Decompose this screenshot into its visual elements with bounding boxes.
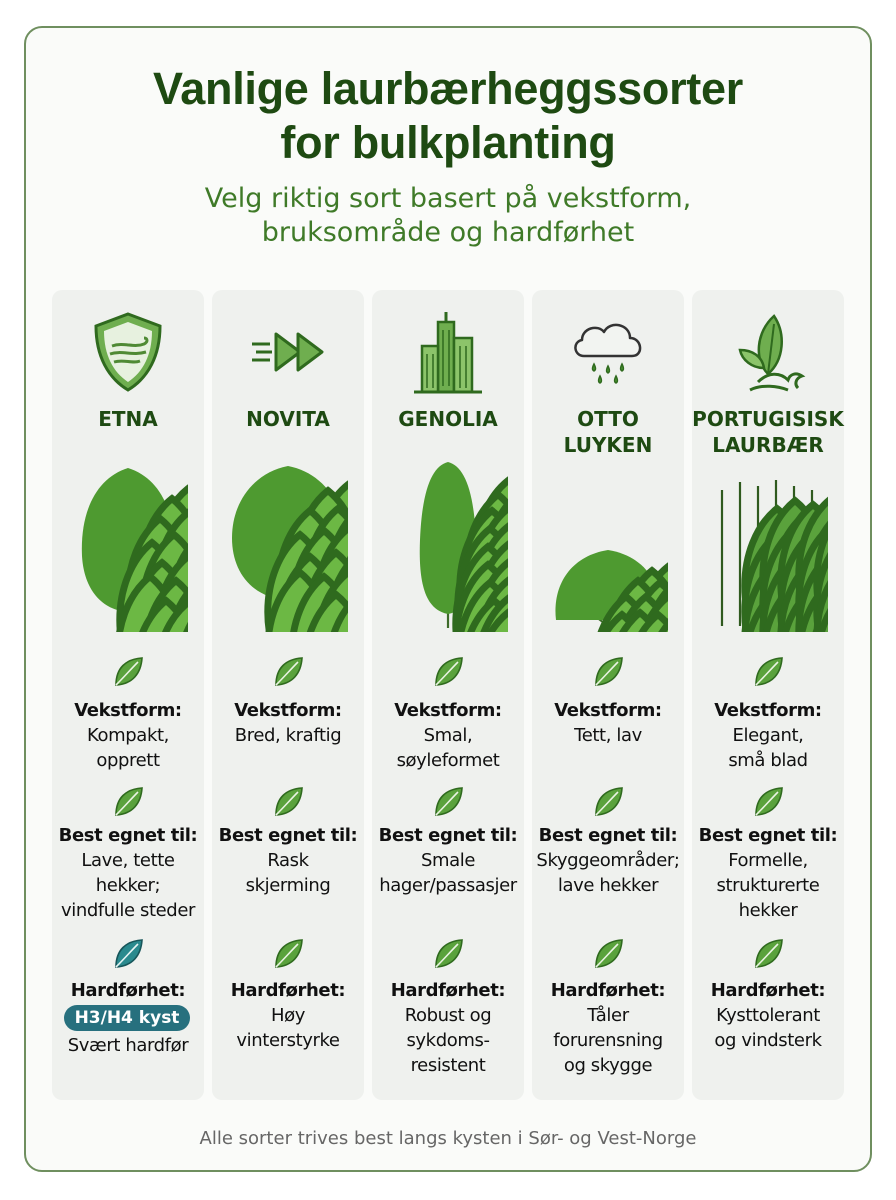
bush-illustration [708, 460, 828, 632]
growth-value: Smal, søyleformet [396, 725, 500, 771]
best-use-label: Best egnet til: [218, 825, 358, 846]
leaf-wave-icon [728, 310, 808, 394]
variety-name: GENOLIA [398, 407, 498, 431]
best-use-label: Best egnet til: [538, 825, 678, 846]
tall-building-icon [408, 310, 488, 394]
hardiness-value: Tåler forurensning og skygge [553, 1005, 663, 1076]
leaf-icon [750, 654, 786, 690]
best-use-value: Skyggeområder; lave hekker [536, 850, 680, 896]
leaf-icon [430, 784, 466, 820]
hardiness-label: Hardførhet: [550, 980, 666, 1001]
leaf-icon [430, 936, 466, 972]
hardiness-value: Robust og sykdoms- resistent [404, 1005, 492, 1076]
growth-value: Tett, lav [574, 725, 642, 746]
footer-note: Alle sorter trives best langs kysten i Sør- og Vest-Norge [199, 1128, 697, 1149]
fast-forward-icon [248, 310, 328, 394]
wind-shield-icon [88, 310, 168, 394]
best-use-value: Lave, tette hekker; vindfulle steder [60, 850, 196, 921]
variety-name: PORTUGISISK LAURBÆR [692, 407, 844, 457]
variety-name: NOVITA [246, 407, 330, 431]
variety-column-etna [52, 290, 204, 1100]
growth-label: Vekstform: [74, 700, 182, 721]
variety-column-otto-luyken [532, 290, 684, 1100]
leaf-icon [270, 784, 306, 820]
bush-illustration [388, 460, 508, 632]
hardiness-label: Hardførhet: [230, 980, 346, 1001]
leaf-icon [270, 936, 306, 972]
page-subtitle: Velg riktig sort basert på vekstform, bruksområde og hardførhet [204, 183, 692, 248]
bush-illustration [68, 460, 188, 632]
teal-leaf-icon [110, 936, 146, 972]
leaf-icon [110, 784, 146, 820]
hardiness-label: Hardførhet: [70, 980, 186, 1001]
bush-illustration [228, 460, 348, 632]
best-use-label: Best egnet til: [58, 825, 198, 846]
variety-name: OTTO LUYKEN [563, 407, 653, 457]
growth-label: Vekstform: [554, 700, 662, 721]
variety-column-genolia [372, 290, 524, 1100]
leaf-icon [750, 936, 786, 972]
best-use-value: Rask skjerming [245, 850, 331, 896]
variety-name: ETNA [98, 407, 158, 431]
leaf-icon [750, 784, 786, 820]
leaf-icon [590, 936, 626, 972]
hardiness-zone-badge: H3/H4 kyst [64, 1005, 190, 1031]
variety-column-portugisisk-laurbaer [692, 290, 844, 1100]
growth-label: Vekstform: [714, 700, 822, 721]
growth-value: Kompakt, opprett [87, 725, 169, 771]
best-use-value: Smale hager/passasjer [379, 850, 517, 896]
best-use-label: Best egnet til: [378, 825, 518, 846]
best-use-label: Best egnet til: [698, 825, 838, 846]
hardiness-label: Hardførhet: [390, 980, 506, 1001]
leaf-icon [110, 654, 146, 690]
leaf-icon [590, 654, 626, 690]
rain-cloud-icon [568, 310, 648, 394]
hardiness-value: Kysttolerant og vindsterk [714, 1005, 822, 1051]
hardiness-value: Høy vinterstyrke [236, 1005, 340, 1051]
hardiness-label: Hardførhet: [710, 980, 826, 1001]
leaf-icon [270, 654, 306, 690]
leaf-icon [430, 654, 466, 690]
growth-value: Bred, kraftig [234, 725, 342, 746]
best-use-value: Formelle, strukturerte hekker [716, 850, 820, 921]
growth-value: Elegant, små blad [728, 725, 808, 771]
page-title: Vanlige laurbærheggssorter for bulkplanting [153, 63, 743, 168]
variety-column-novita [212, 290, 364, 1100]
growth-label: Vekstform: [394, 700, 502, 721]
growth-label: Vekstform: [234, 700, 342, 721]
hardiness-value: Svært hardfør [67, 1035, 189, 1056]
bush-illustration [548, 460, 668, 632]
leaf-icon [590, 784, 626, 820]
